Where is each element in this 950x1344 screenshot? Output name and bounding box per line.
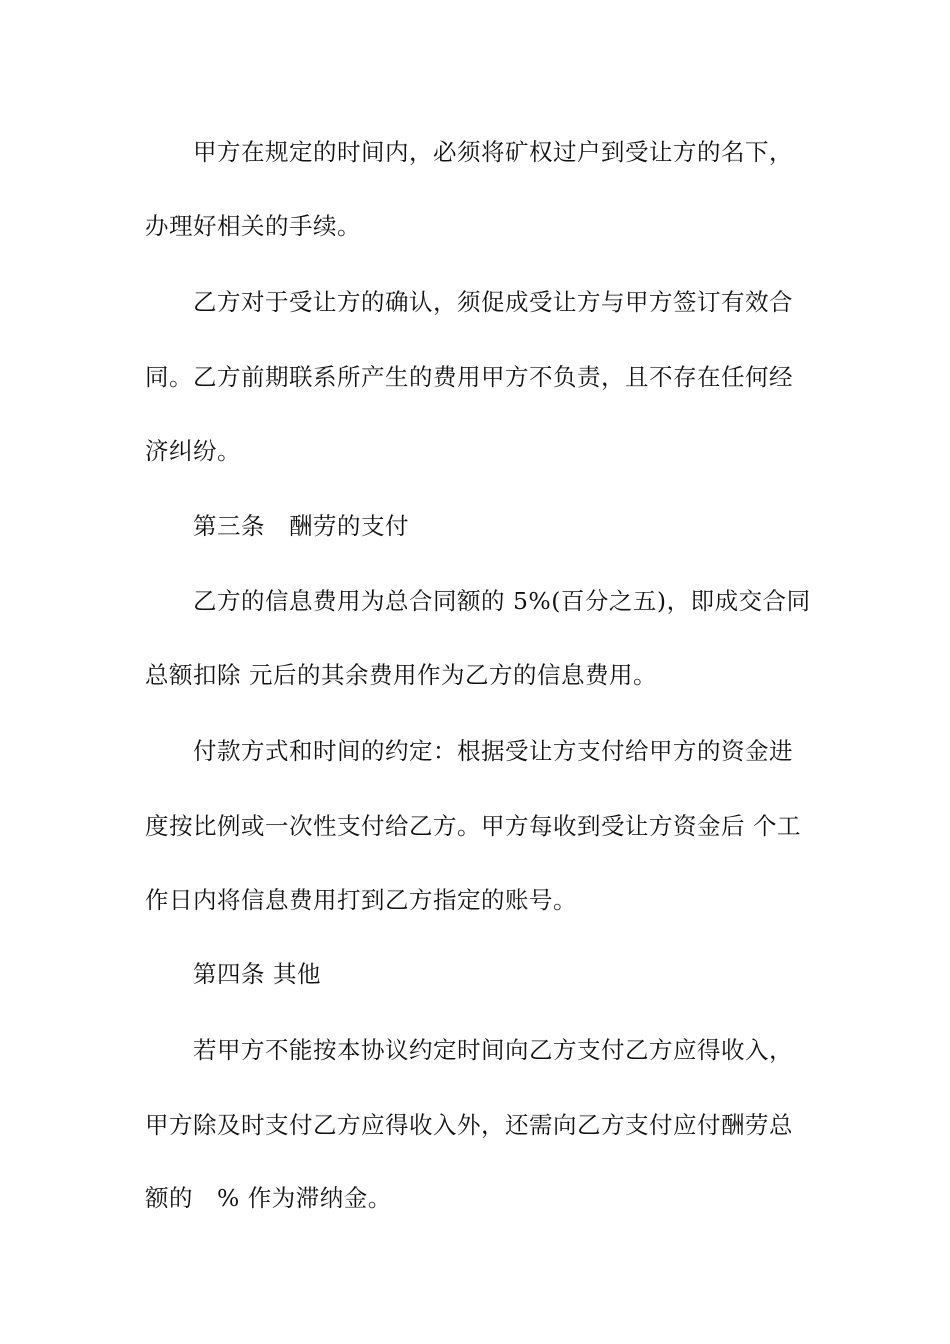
paragraph-line: 作日内将信息费用打到乙方指定的账号。 <box>145 886 577 914</box>
paragraph-line: 总额扣除 元后的其余费用作为乙方的信息费用。 <box>145 661 657 689</box>
paragraph-line: 办理好相关的手续。 <box>145 212 361 240</box>
paragraph-line: 甲方在规定的时间内，必须将矿权过户到受让方的名下， <box>193 138 793 166</box>
paragraph-line: 付款方式和时间的约定：根据受让方支付给甲方的资金进 <box>193 737 793 765</box>
paragraph-line: 乙方对于受让方的确认，须促成受让方与甲方签订有效合 <box>193 288 793 316</box>
section-heading: 第四条 其他 <box>193 960 321 988</box>
paragraph-line: 济纠纷。 <box>145 437 241 465</box>
paragraph-line: 乙方的信息费用为总合同额的 5%(百分之五)，即成交合同 <box>193 587 811 615</box>
paragraph-line: 额的 % 作为滞纳金。 <box>145 1184 392 1212</box>
section-heading: 第三条 酬劳的支付 <box>193 512 409 540</box>
paragraph-line: 度按比例或一次性支付给乙方。甲方每收到受让方资金后 个工 <box>145 812 801 840</box>
paragraph-line: 若甲方不能按本协议约定时间向乙方支付乙方应得收入， <box>193 1036 793 1064</box>
paragraph-line: 同。乙方前期联系所产生的费用甲方不负责，且不存在任何经 <box>145 363 793 391</box>
paragraph-line: 甲方除及时支付乙方应得收入外，还需向乙方支付应付酬劳总 <box>145 1111 793 1139</box>
